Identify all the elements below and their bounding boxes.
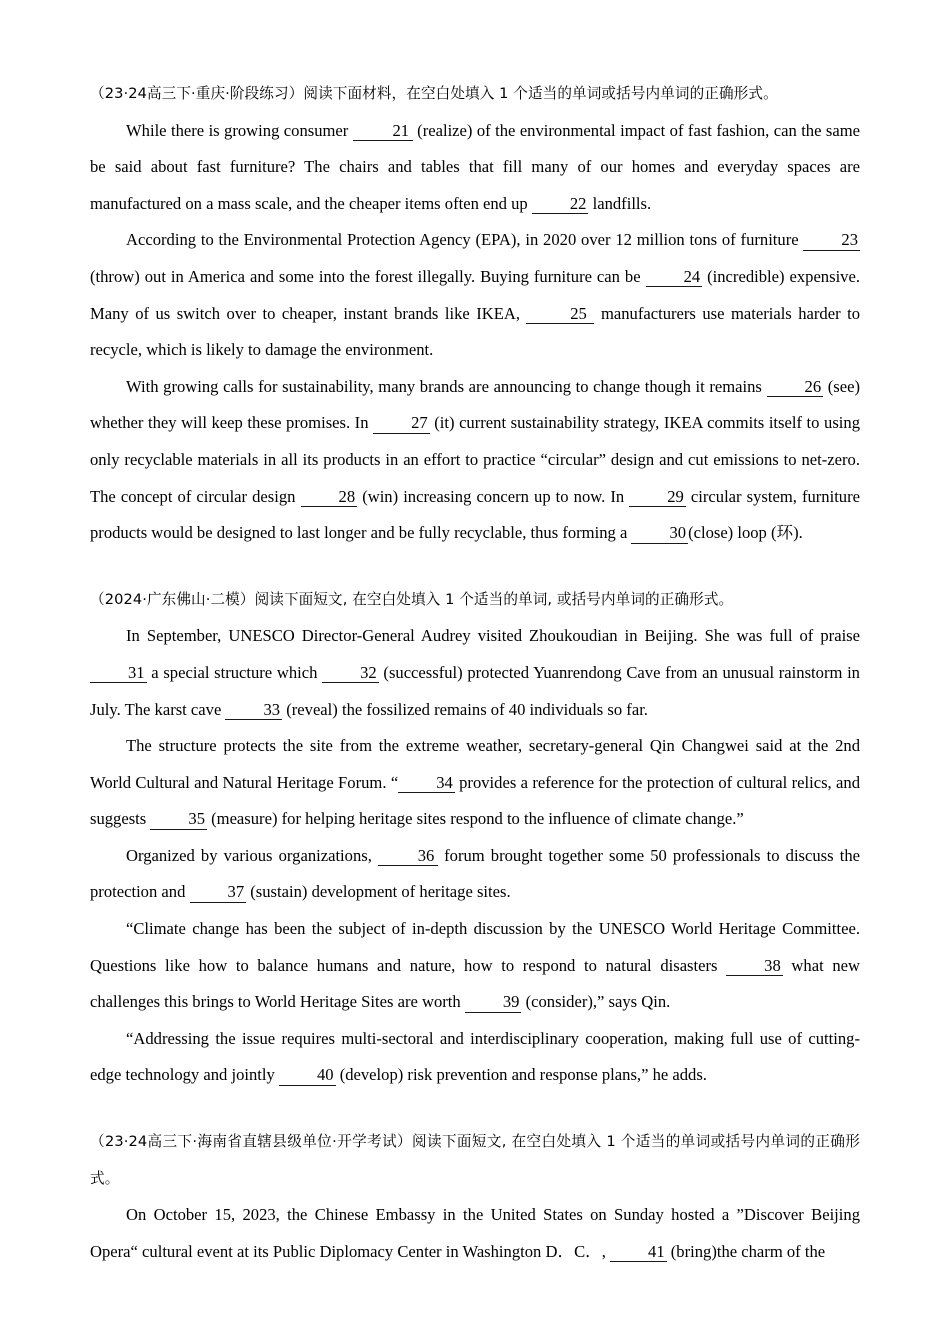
passage-paragraph — [90, 838, 860, 911]
answer-blank-33[interactable]: 33 — [225, 701, 282, 720]
answer-blank-26[interactable]: 26 — [767, 378, 824, 397]
answer-blank-23[interactable]: 23 — [803, 231, 860, 250]
answer-blank-21[interactable]: 21 — [353, 122, 413, 141]
passage-header: （2024·广东佛山·二模）阅读下面短文, 在空白处填入 1 个适当的单词, 或括号内单词的正确形式。 — [90, 590, 734, 608]
paragraph-text: The structure protects the site from the extreme weather, secretary-general Qin Changwei said at the 2nd World Cultural and Natural Heritage Forum. “ — [90, 736, 860, 792]
passage-paragraph — [90, 113, 860, 223]
paragraph-text: (successful) protected Yuanrendong Cave from an unusual rainstorm in July. The karst cave — [90, 662, 860, 719]
paragraph-text: forum brought together some 50 professionals to discuss the protection and — [90, 845, 860, 902]
paragraph-text: (realize) of the environmental impact of fast fashion, can the same be said about fast furniture? The chairs and tables that fill many of our homes and everyday spaces are manufactured on a mass scale, and the cheaper items often end up — [90, 120, 860, 213]
paragraph-text: (incredible) expensive. Many of us switch over to cheaper, instant brands like IKEA, — [90, 266, 860, 323]
passage-separator — [90, 1094, 860, 1124]
answer-blank-24[interactable]: 24 — [646, 268, 703, 287]
answer-blank-32[interactable]: 32 — [322, 664, 379, 683]
paragraph-text: what new challenges this brings to World Heritage Sites are worth — [90, 955, 860, 1012]
paragraph-text: “Climate change has been the subject of in-depth discussion by the UNESCO World Heritage Committee. Questions like how to balance humans and nature, how to respond to natural disasters — [90, 919, 860, 975]
answer-blank-31[interactable]: 31 — [90, 664, 147, 683]
answer-blank-29[interactable]: 29 — [629, 488, 686, 507]
paragraph-text: (reveal) the fossilized remains of 40 individuals so far. — [282, 699, 648, 719]
paragraph-text: (measure) for helping heritage sites respond to the influence of climate change.” — [206, 809, 744, 829]
answer-blank-30[interactable]: 30 — [631, 524, 688, 543]
answer-blank-28[interactable]: 28 — [301, 488, 358, 507]
answer-blank-39[interactable]: 39 — [465, 993, 522, 1012]
passage-paragraph — [90, 728, 860, 838]
passage-paragraph — [90, 222, 860, 368]
answer-blank-27[interactable]: 27 — [373, 414, 430, 433]
passage-block — [90, 582, 860, 1094]
paragraph-text: (it) current sustainability strategy, IKEA commits itself to using only recyclable materials in all its products in an effort to practice “circular” design and cut emissions to net-zero. The concept of circular design — [90, 413, 860, 506]
answer-blank-41[interactable]: 41 — [610, 1243, 667, 1262]
paragraph-text: In September, UNESCO Director-General Audrey visited Zhoukoudian in Beijing. She was full of praise — [126, 626, 860, 646]
paragraph-text: According to the Environmental Protection Agency (EPA), in 2020 over 12 million tons of furniture — [126, 230, 804, 250]
passage-separator — [90, 552, 860, 582]
paragraph-text: With growing calls for sustainability, many brands are announcing to change though it remains — [126, 376, 767, 396]
answer-blank-37[interactable]: 37 — [190, 883, 247, 902]
passage-block — [90, 1124, 860, 1270]
paragraph-text: (win) increasing concern up to now. In — [357, 486, 630, 506]
paragraph-text: (see) whether they will keep these promises. In — [90, 376, 860, 433]
answer-blank-34[interactable]: 34 — [398, 774, 455, 793]
paragraph-text: (throw) out in America and some into the forest illegally. Buying furniture can be — [90, 266, 646, 286]
answer-blank-25[interactable]: 25 — [526, 305, 594, 324]
paragraph-text: landfills. — [588, 193, 652, 213]
paragraph-text: provides a reference for the protection of cultural relics, and suggests — [90, 772, 860, 829]
paragraph-text: (sustain) development of heritage sites. — [246, 882, 511, 902]
document-content — [90, 76, 860, 1270]
paragraph-text: (bring)the charm of the — [666, 1241, 826, 1261]
passage-paragraph — [90, 1197, 860, 1270]
passage-paragraph — [90, 911, 860, 1021]
answer-blank-40[interactable]: 40 — [279, 1066, 336, 1085]
paragraph-text: On October 15, 2023, the Chinese Embassy in the United States on Sunday hosted a ”Discover Beijing Opera“ cultural event at its Public Diplomacy Center in Washington D．C．, — [90, 1205, 860, 1261]
paragraph-text: manufacturers use materials harder to recycle, which is likely to damage the environment. — [90, 303, 860, 360]
passage-paragraph — [90, 618, 860, 728]
answer-blank-22[interactable]: 22 — [532, 195, 589, 214]
paragraph-text: a special structure which — [146, 662, 323, 682]
passage-paragraph — [90, 369, 860, 552]
passage-header: （23·24高三下·海南省直辖县级单位·开学考试）阅读下面短文, 在空白处填入 1 个适当的单词或括号内单词的正确形式。 — [90, 1133, 860, 1187]
passage-paragraph — [90, 1021, 860, 1094]
passage-header: （23·24高三下·重庆·阶段练习）阅读下面材料，在空白处填入 1 个适当的单词或括号内单词的正确形式。 — [90, 85, 778, 102]
paragraph-text: (develop) risk prevention and response plans,” he adds. — [335, 1065, 707, 1085]
paragraph-text: “Addressing the issue requires multi-sectoral and interdisciplinary cooperation, making full use of cutting-edge technology and jointly — [90, 1028, 860, 1085]
paragraph-text: While there is growing consumer — [126, 120, 353, 140]
paragraph-text: Organized by various organizations, — [126, 845, 378, 865]
paragraph-text: (close) loop (环). — [688, 523, 803, 543]
answer-blank-36[interactable]: 36 — [378, 847, 438, 866]
passage-block — [90, 76, 860, 552]
paragraph-text: (consider),” says Qin. — [521, 992, 671, 1012]
answer-blank-35[interactable]: 35 — [150, 810, 207, 829]
paragraph-text: circular system, furniture products would be designed to last longer and be fully recyclable, thus forming a — [90, 486, 860, 543]
answer-blank-38[interactable]: 38 — [726, 957, 783, 976]
